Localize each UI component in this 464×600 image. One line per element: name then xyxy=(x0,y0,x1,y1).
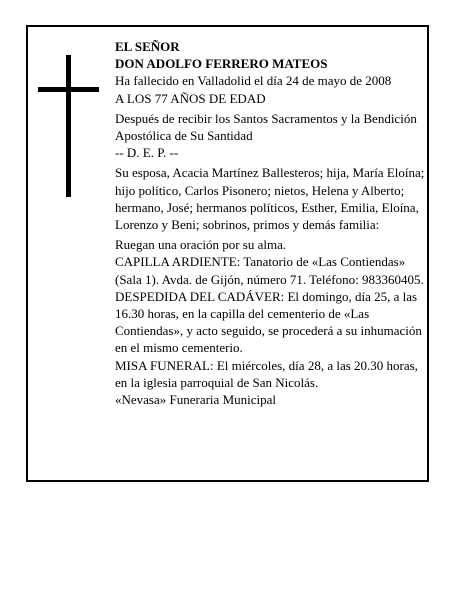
obituary-text xyxy=(115,38,425,408)
cross-icon xyxy=(38,55,99,197)
death-line: Ha fallecido en Valladolid el día 24 de mayo de 2008 xyxy=(115,73,392,89)
cross-horizontal-bar xyxy=(38,87,99,92)
chapel-paragraph: CAPILLA ARDIENTE: Tanatorio de «Las Contiendas» (Sala 1). Avda. de Gijón, número 71. Teléfono: 983360405. xyxy=(115,254,424,287)
age-line: A LOS 77 AÑOS DE EDAD xyxy=(115,90,266,106)
honorific: EL SEÑOR xyxy=(115,39,180,54)
rip-line: -- D. E. P. -- xyxy=(115,145,179,161)
prayer-line: Ruegan una oración por su alma. xyxy=(115,237,287,253)
funeral-home-line: «Nevasa» Funeraria Municipal xyxy=(115,392,277,408)
mass-paragraph: MISA FUNERAL: El miércoles, día 28, a las 20.30 horas, en la iglesia parroquial de San Nicolás. xyxy=(115,357,418,390)
deceased-name: DON ADOLFO FERRERO MATEOS xyxy=(115,56,328,72)
farewell-paragraph: DESPEDIDA DEL CADÁVER: El domingo, día 25, a las 16.30 horas, en la capilla del cementerio de «Las Contiendas», y acto seguido, se procederá a su inhumación en el mismo cementerio. xyxy=(115,288,422,356)
family-paragraph: Su esposa, Acacia Martínez Ballesteros; hija, María Eloína; hijo político, Carlos Pisonero; nietos, Helena y Alberto; hermano, José; hermanos políticos, Esther, Emilia, Eloína, Lorenzo y Beni; sobrinos, primos y demás familia: xyxy=(115,165,425,233)
cross-vertical-bar xyxy=(66,55,71,197)
sacraments-paragraph: Después de recibir los Santos Sacramentos y la Bendición Apostólica de Su Santidad xyxy=(115,110,417,144)
